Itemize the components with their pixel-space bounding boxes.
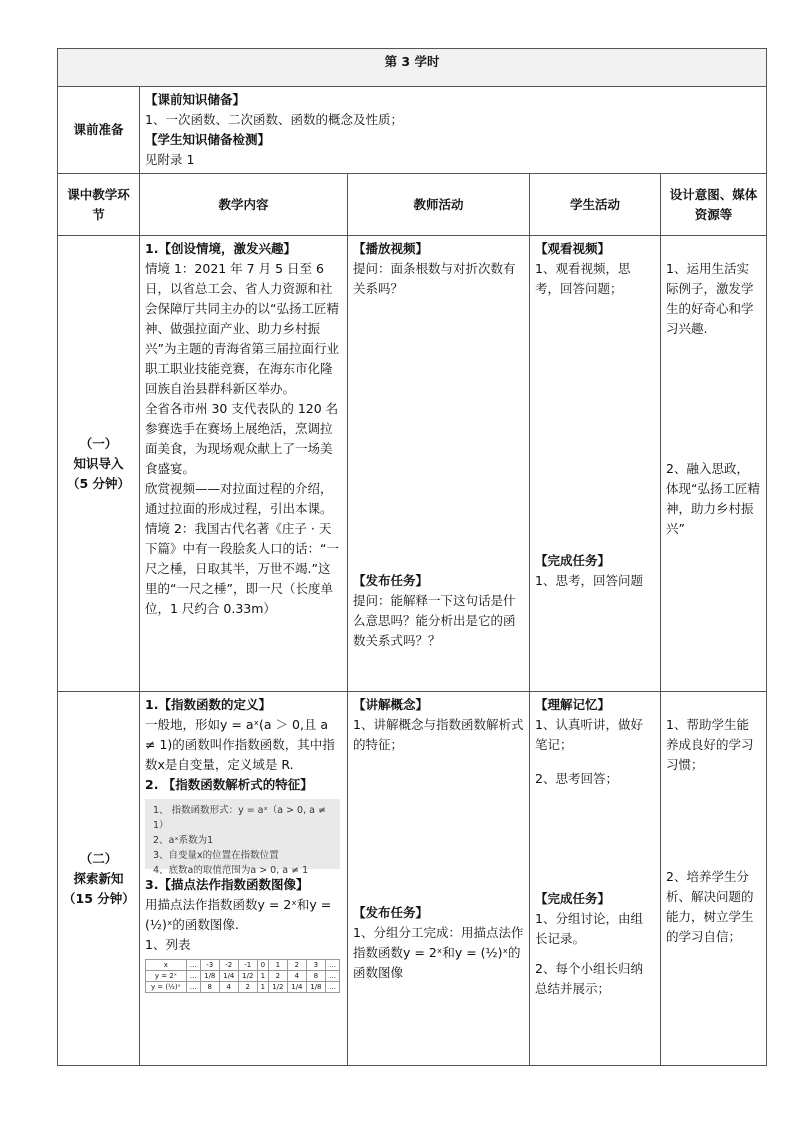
s1-content-p4: 情境 2：我国古代名著《庄子 · 天下篇》中有一段脍炙人口的话：“一尺之棰，日取其半，万世不竭.”这里的“一尺之棰”，即一尺（长度单位，1 尺约合 0.33m） [145,521,339,616]
section-1-label-3: （5 分钟） [66,475,131,491]
section-1-label-1: （一） [79,435,118,451]
prep-content [140,87,767,174]
s2-content-heading-3: 3.【描点法作指数函数图像】 [145,877,309,892]
value-table-cell: … [186,960,200,971]
value-table-row-half-x [146,982,340,993]
col-content: 教学内容 [140,174,348,236]
value-table-cell: … [325,971,339,982]
features-line-2: 2、aˣ系数为1 [153,835,214,846]
lesson-title-row [58,49,767,87]
s1-content-heading: 1.【创设情境，激发兴趣】 [145,241,296,256]
s2-teacher-heading-1: 【讲解概念】 [353,697,429,712]
section-2-student [530,692,661,1066]
value-table [145,959,340,993]
s1-design-p1: 1、运用生活实际例子，激发学生的好奇心和学习兴趣. [666,261,754,336]
s2-content-heading-2: 2. 【指数函数解析式的特征】 [145,777,313,792]
col-design: 设计意图、媒体资源等 [661,174,767,236]
value-table-cell: 8 [200,982,219,993]
value-table-cell: 1/2 [268,982,287,993]
features-line-1: 1、 指数函数形式：y = aˣ（a > 0, a ≠ 1） [153,805,326,831]
value-table-cell: 2 [238,982,257,993]
section-2-label-1: （二） [79,850,118,866]
value-table-cell: 1/8 [306,982,325,993]
value-table-cell: 1/8 [200,971,219,982]
s2-student-p2: 2、思考回答； [535,771,618,786]
s2-student-heading-2: 【完成任务】 [535,891,611,906]
features-line-4: 4、底数a的取值范围为a > 0, a ≠ 1 [153,865,309,876]
s2-teacher-p2: 1、分组分工完成：用描点法作指数函数y = 2ˣ和y = (½)ˣ的函数图像 [353,925,524,980]
value-table-cell: 1 [257,971,268,982]
s1-student-heading-2: 【完成任务】 [535,553,611,568]
value-table-cell: … [186,971,200,982]
lesson-plan-table [57,48,767,1066]
section-2-design [661,692,767,1066]
value-table-cell: 4 [219,982,238,993]
prep-heading-2: 【学生知识储备检测】 [145,132,271,147]
value-table-cell: … [186,982,200,993]
value-table-cell: 8 [306,971,325,982]
s1-student-p2: 1、思考，回答问题 [535,573,643,588]
lesson-title: 第 3 学时 [58,49,767,87]
s1-teacher-heading-1: 【播放视频】 [353,241,429,256]
section-1-design [661,236,767,692]
s2-content-heading-1: 1.【指数函数的定义】 [145,697,271,712]
s2-design-p1: 1、帮助学生能养成良好的学习习惯； [666,717,754,772]
s2-student-p4: 2、每个小组长归纳总结并展示； [535,961,643,996]
features-image [145,799,340,876]
s1-teacher-heading-2: 【发布任务】 [353,573,429,588]
section-1-label [58,236,140,692]
value-table-cell: 1 [257,982,268,993]
s1-content-p2: 全省各市州 30 支代表队的 120 名参赛选手在赛场上展绝活，烹调拉面美食，为现场观众献上了一场美食盛宴。 [145,401,339,476]
value-table-cell: 3 [306,960,325,971]
s1-design-p2: 2、融入思政，体现“弘扬工匠精神，助力乡村振兴” [666,461,760,536]
col-teacher: 教师活动 [348,174,530,236]
s2-content-p1: 一般地，形如y = aˣ(a ＞ 0,且 a ≠ 1)的函数叫作指数函数，其中指数x是自变量，定义域是 R. [145,717,335,772]
value-table-cell: 1 [268,960,287,971]
s1-student-heading-1: 【观看视频】 [535,241,611,256]
section-1-teacher [348,236,530,692]
s2-content-p3: 用描点法作指数函数y = 2ˣ和y = (½)ˣ的函数图像. [145,897,332,932]
value-table-cell: -1 [238,960,257,971]
value-table-cell: 2 [268,971,287,982]
value-table-cell: 4 [287,971,306,982]
features-line-3: 3、自变量x的位置在指数位置 [153,850,279,861]
value-table-cell: 1/4 [219,971,238,982]
section-2-teacher [348,692,530,1066]
value-table-cell: y = (½)ˣ [146,982,187,993]
value-table-cell: 2 [287,960,306,971]
s2-teacher-p1: 1、讲解概念与指数函数解析式的特征； [353,717,524,752]
value-table-row-2x [146,971,340,982]
s1-student-p1: 1、观看视频，思考，回答问题； [535,261,631,296]
prep-line-1: 1、一次函数、二次函数、函数的概念及性质； [145,112,403,127]
value-table-cell: … [325,960,339,971]
value-table-cell: 1/2 [238,971,257,982]
section-2-label-3: （15 分钟） [63,890,135,906]
prep-line-2: 见附录 1 [145,152,195,167]
s2-content-p4: 1、列表 [145,937,191,952]
s2-student-heading-1: 【理解记忆】 [535,697,611,712]
s2-teacher-heading-2: 【发布任务】 [353,905,429,920]
prep-heading-1: 【课前知识储备】 [145,92,246,107]
s1-content-p1: 情境 1：2021 年 7 月 5 日至 6 日，以省总工会、省人力资源和社会保障厅共同主办的以“弘扬工匠精神、做强拉面产业、助力乡村振兴”为主题的青海省第三届拉面行业职工职业技能竞赛，在海东市化隆回族自治县群科新区举办。 [145,261,339,396]
s1-teacher-p2: 提问：能解释一下这句话是什么意思吗？能分析出是它的函数关系式吗？？ [353,593,516,648]
prep-label: 课前准备 [58,87,140,174]
section-1-row [58,236,767,692]
value-table-cell: … [325,982,339,993]
prep-row [58,87,767,174]
s2-student-p1: 1、认真听讲，做好笔记； [535,717,643,752]
col-stage: 课中教学环节 [58,174,140,236]
s1-content-p3: 欣赏视频——对拉面过程的介绍，通过拉面的形成过程，引出本课。 [145,481,333,516]
value-table-row-x [146,960,340,971]
value-table-cell: 1/4 [287,982,306,993]
value-table-cell: y = 2ˣ [146,971,187,982]
column-header-row [58,174,767,236]
s2-student-p3: 1、分组讨论，由组长记录。 [535,911,643,946]
value-table-cell: -3 [200,960,219,971]
section-1-student [530,236,661,692]
value-table-cell: 0 [257,960,268,971]
value-table-cell: -2 [219,960,238,971]
s2-design-p2: 2、培养学生分析、解决问题的能力，树立学生的学习自信； [666,869,754,944]
section-2-label-2: 探索新知 [73,870,124,886]
value-table-cell: x [146,960,187,971]
section-1-content [140,236,348,692]
section-2-label [58,692,140,1066]
section-2-row [58,692,767,1066]
s1-teacher-p1: 提问：面条根数与对折次数有关系吗？ [353,261,516,296]
section-1-label-2: 知识导入 [73,455,124,471]
section-2-content [140,692,348,1066]
col-student: 学生活动 [530,174,661,236]
